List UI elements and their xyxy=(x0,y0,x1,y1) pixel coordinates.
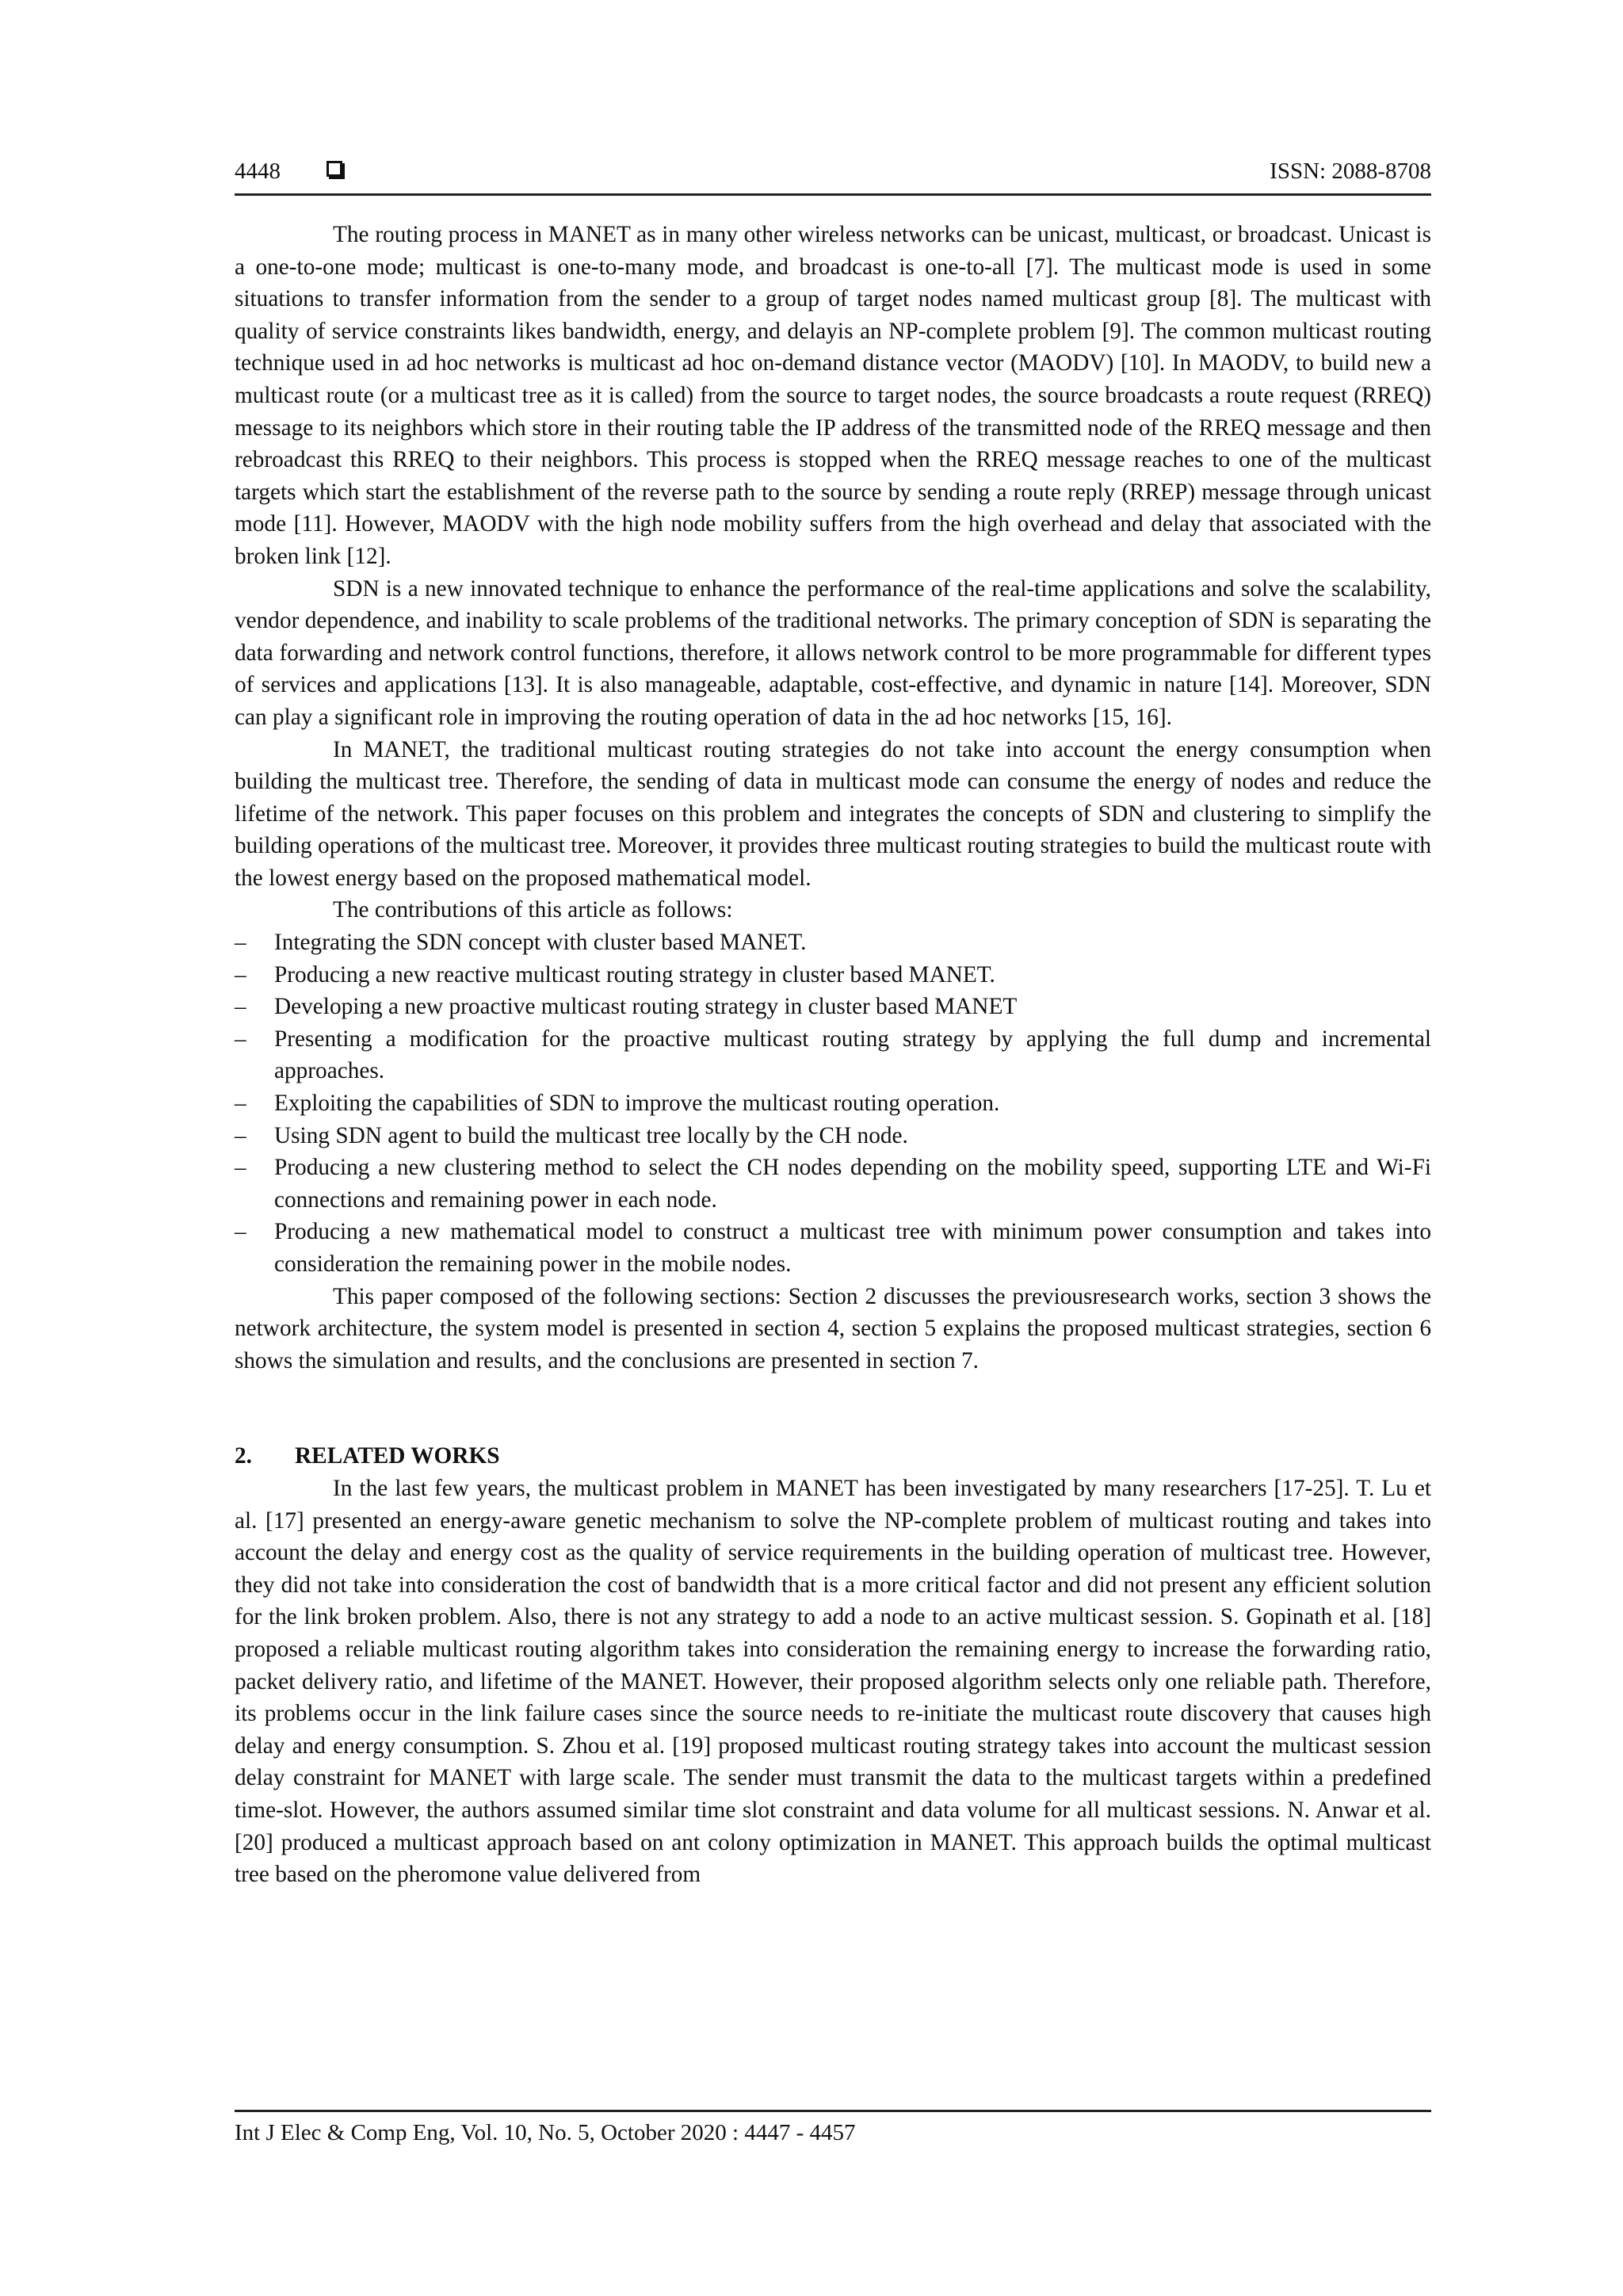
contributions-list xyxy=(235,926,1431,1281)
dash-bullet-icon: – xyxy=(235,961,246,988)
box-icon xyxy=(327,161,342,177)
page-number: 4448 xyxy=(235,159,281,184)
page-header xyxy=(235,155,1431,196)
dash-bullet-icon: – xyxy=(235,994,246,1020)
dash-bullet-icon: – xyxy=(235,1091,246,1117)
paper-page xyxy=(235,0,1431,2296)
dash-bullet-icon: – xyxy=(235,1122,246,1148)
list-item: – Producing a new mathematical model to construct a multicast tree with minimum power consumption and takes into consideration the remaining power in the mobile nodes. xyxy=(235,1216,1431,1280)
list-item: – Integrating the SDN concept with cluster based MANET. xyxy=(235,926,1431,959)
issn-label: ISSN: 2088-8708 xyxy=(1270,159,1431,184)
list-item: – Presenting a modification for the proactive multicast routing strategy by applying the full dump and incremental approaches. xyxy=(235,1023,1431,1087)
paragraph-routing-process: The routing process in MANET as in many other wireless networks can be unicast, multicast, or broadcast. Unicast is a one-to-one mode; multicast is one-to-many mode, and broadcast is one-to-all [7]. The multicast mode is used in some situations to transfer information from the sender to a group of target nodes named multicast group [8]. The multicast with quality of service constraints likes bandwidth, energy, and delayis an NP-complete problem [9]. The common multicast routing technique used in ad hoc networks is multicast ad hoc on-demand distance vector (MAODV) [10]. In MAODV, to build new a multicast route (or a multicast tree as it is called) from the source to target nodes, the source broadcasts a route request (RREQ) message to its neighbors which store in their routing table the IP address of the transmitted node of the RREQ message and then rebroadcast this RREQ to their neighbors. This process is stopped when the RREQ message reaches to one of the multicast targets which start the establishment of the reverse path to the source by sending a route reply (RREP) message through unicast mode [11]. However, MAODV with the high node mobility suffers from the high overhead and delay that associated with the broken link [12]. xyxy=(235,222,1431,569)
page-footer xyxy=(235,2110,1431,2149)
list-item: – Producing a new reactive multicast routing strategy in cluster based MANET. xyxy=(235,959,1431,991)
list-item: – Producing a new clustering method to select the CH nodes depending on the mobility speed, supporting LTE and Wi-Fi connections and remaining power in each node. xyxy=(235,1152,1431,1216)
paragraph-sdn: SDN is a new innovated technique to enhance the performance of the real-time applications and solve the scalability, vendor dependence, and inability to scale problems of the traditional networks. The primary conception of SDN is separating the data forwarding and network control functions, therefore, it allows network control to be more programmable for different types of services and applications [13]. It is also manageable, adaptable, cost-effective, and dynamic in nature [14]. Moreover, SDN can play a significant role in improving the routing operation of data in the ad hoc networks [15, 16]. xyxy=(235,575,1431,730)
paragraph-contributions-intro: The contributions of this article as follows: xyxy=(333,897,733,923)
dash-bullet-icon: – xyxy=(235,930,246,956)
footer-citation: Int J Elec & Comp Eng, Vol. 10, No. 5, October 2020 : 4447 - 4457 xyxy=(235,2120,856,2145)
dash-bullet-icon: – xyxy=(235,1026,246,1052)
paragraph-manet-problem: In MANET, the traditional multicast routing strategies do not take into account the energy consumption when building the multicast tree. Therefore, the sending of data in multicast mode can consume the energy of nodes and reduce the lifetime of the network. This paper focuses on this problem and integrates the concepts of SDN and clustering to simplify the building operations of the multicast tree. Moreover, it provides three multicast routing strategies to build the multicast route with the lowest energy based on the proposed mathematical model. xyxy=(235,736,1431,891)
body-text xyxy=(235,219,1431,1891)
section-title: RELATED WORKS xyxy=(295,1443,500,1469)
list-item: – Using SDN agent to build the multicast tree locally by the CH node. xyxy=(235,1120,1431,1152)
section-number: 2. xyxy=(235,1443,252,1469)
section-heading-related-works xyxy=(235,1440,1431,1473)
list-item: – Developing a new proactive multicast routing strategy in cluster based MANET xyxy=(235,991,1431,1023)
paragraph-related-works: In the last few years, the multicast problem in MANET has been investigated by many researchers [17-25]. T. Lu et al. [17] presented an energy-aware genetic mechanism to solve the NP-complete problem of multicast routing and takes into account the delay and energy cost as the quality of service requirements in the building operation of multicast tree. However, they did not take into consideration the cost of bandwidth that is a more critical factor and did not present any efficient solution for the link broken problem. Also, there is not any strategy to add a node to an active multicast session. S. Gopinath et al. [18] proposed a reliable multicast routing algorithm takes into consideration the remaining energy to increase the forwarding ratio, packet delivery ratio, and lifetime of the MANET. However, their proposed algorithm selects only one reliable path. Therefore, its problems occur in the link failure cases since the source needs to re-initiate the multicast route discovery that causes high delay and energy consumption. S. Zhou et al. [19] proposed multicast routing strategy takes into account the multicast session delay constraint for MANET with large scale. The sender must transmit the data to the multicast targets within a predefined time-slot. However, the authors assumed similar time slot constraint and data volume for all multicast sessions. N. Anwar et al. [20] produced a multicast approach based on ant colony optimization in MANET. This approach builds the optimal multicast tree based on the pheromone value delivered from xyxy=(235,1475,1431,1888)
list-item: – Exploiting the capabilities of SDN to improve the multicast routing operation. xyxy=(235,1087,1431,1120)
paragraph-organization: This paper composed of the following sections: Section 2 discusses the previousresearch works, section 3 shows the network architecture, the system model is presented in section 4, section 5 explains the proposed multicast strategies, section 6 shows the simulation and results, and the conclusions are presented in section 7. xyxy=(235,1283,1431,1373)
dash-bullet-icon: – xyxy=(235,1219,246,1245)
dash-bullet-icon: – xyxy=(235,1155,246,1181)
